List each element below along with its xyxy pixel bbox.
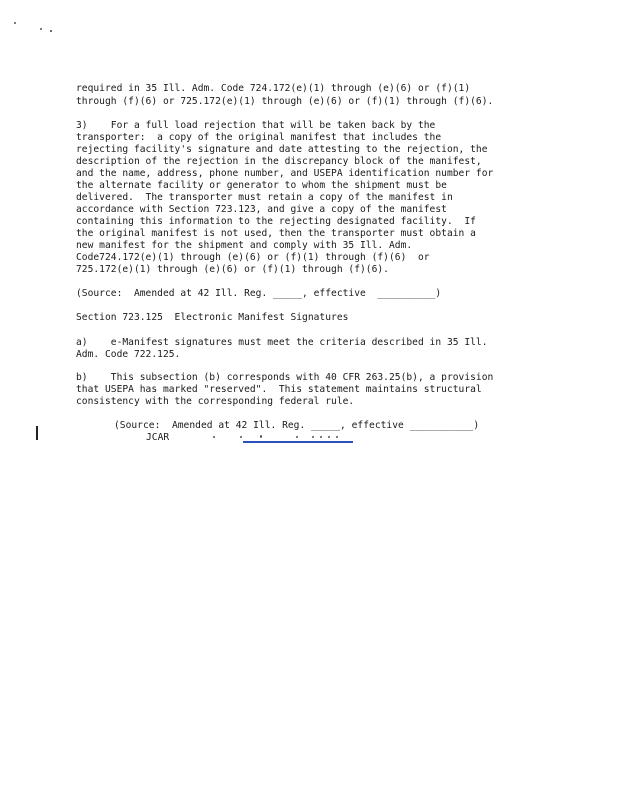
text-line: the alternate facility or generator to whom the shipment must be [76,180,447,191]
scan-speck [336,436,338,438]
scan-speck [260,435,262,438]
text-line: accordance with Section 723.123, and give a copy of the manifest [76,204,447,215]
scan-speck [328,436,330,438]
text-line: delivered. The transporter must retain a copy of the manifest in [76,192,453,203]
source-note: (Source: Amended at 42 Ill. Reg. _____, effective __________) [76,288,442,299]
blue-pen-underline [243,441,353,443]
text-line: rejecting facility's signature and date attesting to the rejection, the [76,144,488,155]
text-line: a) e-Manifest signatures must meet the criteria described in 35 Ill. [76,337,488,348]
text-line: transporter: a copy of the original manifest that includes the [76,132,442,143]
scan-speck [213,436,215,438]
scan-speck [50,30,52,32]
source-note: (Source: Amended at 42 Ill. Reg. _____, effective ___________) [114,420,480,431]
scan-speck [296,436,298,438]
text-line: required in 35 Ill. Adm. Code 724.172(e)(1) through (e)(6) or (f)(1) [76,83,471,94]
text-line: consistency with the corresponding federal rule. [76,396,355,407]
text-line: b) This subsection (b) corresponds with 40 CFR 263.25(b), a provision [76,372,494,383]
jcar-stamp: JCAR [146,432,170,443]
text-line: 3) For a full load rejection that will be taken back by the [76,120,436,131]
text-line: description of the rejection in the discrepancy block of the manifest, [76,156,482,167]
text-line: and the name, address, phone number, and USEPA identification number for [76,168,494,179]
text-line: through (f)(6) or 725.172(e)(1) through (e)(6) or (f)(1) through (f)(6). [76,96,494,107]
section-heading: Section 723.125 Electronic Manifest Signatures [76,312,349,323]
text-line: the original manifest is not used, then the transporter must obtain a [76,228,476,239]
text-line: containing this information to the rejecting designated facility. If [76,216,476,227]
text-line: Code724.172(e)(1) through (e)(6) or (f)(1) through (f)(6) or [76,252,430,263]
revision-margin-bar [36,426,38,440]
text-line: Adm. Code 722.125. [76,349,181,360]
scan-speck [14,22,16,24]
scan-speck [312,436,314,438]
scan-speck [40,28,42,30]
scan-speck [320,436,322,438]
text-line: 725.172(e)(1) through (e)(6) or (f)(1) through (f)(6). [76,264,389,275]
scan-speck [240,436,242,438]
text-line: new manifest for the shipment and comply with 35 Ill. Adm. [76,240,413,251]
text-line: that USEPA has marked "reserved". This statement maintains structural [76,384,482,395]
